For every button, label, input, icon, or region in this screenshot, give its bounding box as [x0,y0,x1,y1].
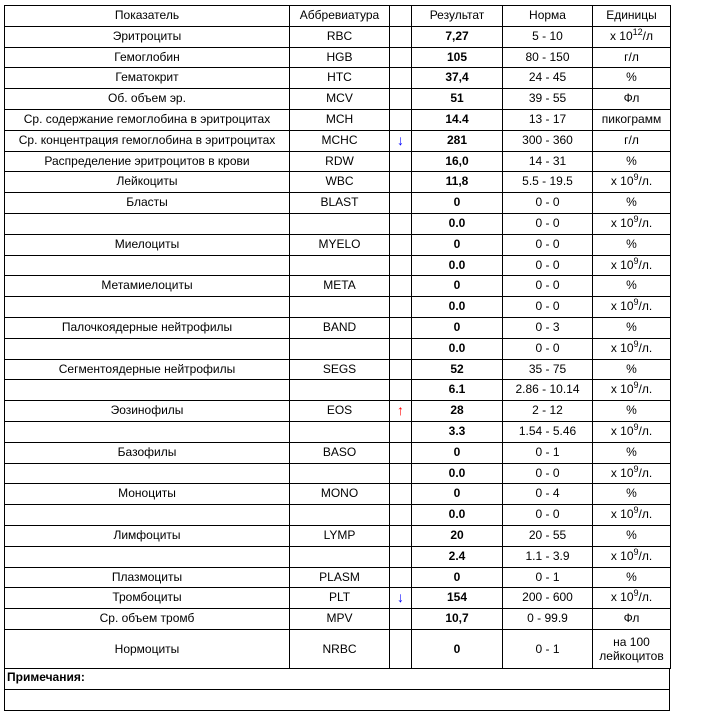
row-name: Сегментоядерные нейтрофилы [5,359,290,380]
row-result: 0.0 [412,213,503,234]
units-text: % [626,527,637,542]
header-norm: Норма [503,6,593,27]
row-name: Об. объем эр. [5,89,290,110]
units-suffix: /л. [638,299,653,314]
row-abbreviation: HTC [290,68,390,89]
row-units [593,68,671,89]
row-result: 37,4 [412,68,503,89]
row-units [593,588,671,609]
row-abbreviation: HGB [290,47,390,68]
row-flag [390,68,412,89]
units-suffix: /л. [638,423,653,438]
row-flag [390,47,412,68]
table-row [5,297,671,318]
units-exponent: 9 [633,505,639,516]
table-header-row [5,6,671,27]
row-units [593,109,671,130]
row-flag [390,525,412,546]
row-units [593,359,671,380]
row-name [5,255,290,276]
row-abbreviation: EOS [290,401,390,422]
row-flag [390,421,412,442]
row-norm: 200 - 600 [503,588,593,609]
row-result: 0.0 [412,338,503,359]
row-flag [390,359,412,380]
row-units [593,609,671,630]
units-exponent: 9 [633,463,639,474]
units-text: x 10 [610,507,634,522]
table-row [5,109,671,130]
table-row [5,68,671,89]
row-norm: 0 - 99.9 [503,609,593,630]
row-flag [390,505,412,526]
row-abbreviation: BLAST [290,193,390,214]
units-suffix: /л. [638,257,653,272]
row-result: 28 [412,401,503,422]
row-units [593,213,671,234]
row-result: 105 [412,47,503,68]
row-name: Метамиелоциты [5,276,290,297]
row-norm: 0 - 1 [503,629,593,668]
units-text: x 10 [610,382,634,397]
header-units: Единицы [593,6,671,27]
row-norm: 0 - 4 [503,484,593,505]
table-row [5,525,671,546]
row-norm: 2.86 - 10.14 [503,380,593,401]
row-abbreviation: LYMP [290,525,390,546]
row-abbreviation: MONO [290,484,390,505]
row-abbreviation: MCH [290,109,390,130]
units-text: % [626,195,637,210]
row-flag [390,26,412,47]
units-text: % [626,236,637,251]
notes-label: Примечания: [4,669,670,690]
row-abbreviation [290,546,390,567]
row-norm: 24 - 45 [503,68,593,89]
table-row [5,546,671,567]
row-flag [390,380,412,401]
row-units [593,89,671,110]
row-name [5,338,290,359]
row-abbreviation: MCHC [290,130,390,151]
units-suffix: /л. [638,340,653,355]
row-flag [390,442,412,463]
row-units [593,484,671,505]
row-flag [390,255,412,276]
row-flag [390,89,412,110]
units-text: % [626,403,637,418]
row-norm: 0 - 0 [503,213,593,234]
row-result: 0.0 [412,463,503,484]
row-abbreviation: WBC [290,172,390,193]
table-row [5,130,671,151]
units-exponent: 9 [633,297,639,308]
row-name: Палочкоядерные нейтрофилы [5,317,290,338]
units-text: x 10 [610,465,634,480]
row-units [593,297,671,318]
row-norm: 5 - 10 [503,26,593,47]
table-row [5,338,671,359]
row-result: 0 [412,484,503,505]
units-suffix: /л. [638,548,653,563]
row-abbreviation: META [290,276,390,297]
row-norm: 0 - 0 [503,276,593,297]
table-row [5,276,671,297]
row-abbreviation: BAND [290,317,390,338]
units-text: % [626,278,637,293]
units-exponent: 9 [633,421,639,432]
row-units [593,629,671,668]
units-suffix: /л. [638,465,653,480]
row-result: 16,0 [412,151,503,172]
units-text: % [626,70,637,85]
row-norm: 39 - 55 [503,89,593,110]
row-flag [390,609,412,630]
row-norm: 0 - 3 [503,317,593,338]
units-text: % [626,444,637,459]
units-text: % [626,486,637,501]
row-norm: 0 - 1 [503,442,593,463]
table-row [5,629,671,668]
units-text: % [626,319,637,334]
units-exponent: 9 [633,213,639,224]
table-row [5,193,671,214]
lab-results-report [4,5,670,711]
row-result: 0 [412,629,503,668]
row-units [593,26,671,47]
row-units [593,172,671,193]
row-name: Миелоциты [5,234,290,255]
row-result: 20 [412,525,503,546]
row-units [593,193,671,214]
units-text: Фл [623,91,640,106]
blood-test-table [4,5,671,669]
units-suffix: /л. [638,215,653,230]
row-flag [390,546,412,567]
row-result: 7,27 [412,26,503,47]
table-row [5,255,671,276]
units-text: x 10 [610,590,634,605]
header-name: Показатель [5,6,290,27]
row-norm: 13 - 17 [503,109,593,130]
row-name: Тромбоциты [5,588,290,609]
row-abbreviation: MPV [290,609,390,630]
units-text: Фл [623,611,640,626]
row-name [5,380,290,401]
arrow-up-icon: ↑ [390,401,412,422]
row-flag [390,297,412,318]
row-result: 0.0 [412,255,503,276]
row-name: Ср. концентрация гемоглобина в эритроцитах [5,130,290,151]
row-norm: 5.5 - 19.5 [503,172,593,193]
header-result: Результат [412,6,503,27]
table-row [5,609,671,630]
row-flag [390,193,412,214]
row-result: 281 [412,130,503,151]
units-exponent: 9 [633,172,639,183]
table-row [5,380,671,401]
row-flag [390,629,412,668]
row-norm: 2 - 12 [503,401,593,422]
row-units [593,151,671,172]
row-name: Лейкоциты [5,172,290,193]
row-abbreviation [290,421,390,442]
row-norm: 0 - 0 [503,255,593,276]
units-suffix: /л. [638,382,653,397]
row-norm: 80 - 150 [503,47,593,68]
row-abbreviation: SEGS [290,359,390,380]
row-result: 0 [412,193,503,214]
row-abbreviation: BASO [290,442,390,463]
row-norm: 300 - 360 [503,130,593,151]
row-flag [390,213,412,234]
units-exponent: 9 [633,338,639,349]
units-suffix: /л [642,28,654,43]
row-name: Моноциты [5,484,290,505]
row-abbreviation: MCV [290,89,390,110]
table-row [5,463,671,484]
row-flag [390,338,412,359]
row-name: Ср. объем тромб [5,609,290,630]
row-units [593,255,671,276]
row-result: 0 [412,317,503,338]
row-abbreviation: PLT [290,588,390,609]
units-exponent: 9 [633,588,639,599]
units-text: % [626,361,637,376]
units-text: x 10 [610,340,634,355]
units-text: x 10 [610,423,634,438]
units-exponent: 9 [633,546,639,557]
row-result: 14.4 [412,109,503,130]
table-row [5,234,671,255]
row-abbreviation [290,255,390,276]
row-result: 10,7 [412,609,503,630]
row-result: 3.3 [412,421,503,442]
table-row [5,47,671,68]
row-name [5,213,290,234]
row-units [593,47,671,68]
row-norm: 1.1 - 3.9 [503,546,593,567]
units-exponent: 9 [633,255,639,266]
units-text: % [626,569,637,584]
table-row [5,89,671,110]
row-name: Плазмоциты [5,567,290,588]
units-exponent: 12 [632,26,643,37]
row-result: 0.0 [412,505,503,526]
row-norm: 0 - 0 [503,505,593,526]
row-units [593,276,671,297]
row-name: Эритроциты [5,26,290,47]
row-result: 2.4 [412,546,503,567]
row-abbreviation [290,505,390,526]
row-flag [390,276,412,297]
row-abbreviation [290,380,390,401]
arrow-down-icon: ↓ [390,130,412,151]
row-name: Бласты [5,193,290,214]
row-abbreviation [290,213,390,234]
row-flag [390,317,412,338]
table-row [5,317,671,338]
units-text: г/л [624,132,639,147]
row-result: 0 [412,442,503,463]
row-norm: 0 - 0 [503,193,593,214]
row-units [593,421,671,442]
row-name [5,463,290,484]
row-name [5,546,290,567]
row-name [5,297,290,318]
row-abbreviation: PLASM [290,567,390,588]
row-units [593,463,671,484]
row-norm: 1.54 - 5.46 [503,421,593,442]
row-flag [390,234,412,255]
units-text: г/л [624,49,639,64]
row-flag [390,567,412,588]
row-norm: 0 - 0 [503,234,593,255]
row-norm: 0 - 0 [503,297,593,318]
row-units [593,567,671,588]
row-norm: 0 - 0 [503,338,593,359]
row-units [593,380,671,401]
row-result: 0.0 [412,297,503,318]
row-units [593,401,671,422]
units-suffix: /л. [638,507,653,522]
table-row [5,421,671,442]
table-row [5,213,671,234]
row-result: 0 [412,567,503,588]
row-name: Ср. содержание гемоглобина в эритроцитах [5,109,290,130]
units-text: пикограмм [601,111,662,126]
units-text: x 10 [610,299,634,314]
table-row [5,588,671,609]
row-abbreviation: RBC [290,26,390,47]
table-row [5,484,671,505]
row-abbreviation: NRBC [290,629,390,668]
row-abbreviation [290,463,390,484]
row-abbreviation [290,297,390,318]
row-flag [390,109,412,130]
row-units [593,130,671,151]
arrow-down-icon: ↓ [390,588,412,609]
row-result: 0 [412,276,503,297]
table-row [5,172,671,193]
row-units [593,525,671,546]
row-name: Гематокрит [5,68,290,89]
units-text: % [626,153,637,168]
row-result: 6.1 [412,380,503,401]
table-row [5,401,671,422]
row-units [593,442,671,463]
row-abbreviation: MYELO [290,234,390,255]
row-name [5,421,290,442]
table-row [5,442,671,463]
row-units [593,505,671,526]
units-text: x 10 [610,174,634,189]
header-abbreviation: Аббревиатура [290,6,390,27]
units-text: x 10 [609,28,633,43]
row-result: 52 [412,359,503,380]
table-row [5,151,671,172]
row-norm: 20 - 55 [503,525,593,546]
table-row [5,359,671,380]
row-units [593,546,671,567]
units-exponent: 9 [633,380,639,391]
row-name [5,505,290,526]
row-norm: 0 - 1 [503,567,593,588]
row-result: 0 [412,234,503,255]
row-norm: 14 - 31 [503,151,593,172]
row-name: Лимфоциты [5,525,290,546]
row-name: Гемоглобин [5,47,290,68]
header-flag [390,6,412,27]
row-name: Распределение эритроцитов в крови [5,151,290,172]
row-result: 154 [412,588,503,609]
row-units [593,234,671,255]
table-row [5,567,671,588]
units-text: x 10 [610,548,634,563]
row-flag [390,151,412,172]
row-name: Нормоциты [5,629,290,668]
table-row [5,505,671,526]
units-suffix: /л. [638,174,653,189]
row-result: 51 [412,89,503,110]
table-body [5,26,671,668]
row-abbreviation: RDW [290,151,390,172]
units-text: x 10 [610,215,634,230]
row-units [593,317,671,338]
row-flag [390,484,412,505]
table-row [5,26,671,47]
units-suffix: /л. [638,590,653,605]
row-result: 11,8 [412,172,503,193]
units-text: на 100 лейкоцитов [599,634,664,663]
notes-content [4,690,670,711]
row-name: Базофилы [5,442,290,463]
row-flag [390,172,412,193]
row-name: Эозинофилы [5,401,290,422]
row-abbreviation [290,338,390,359]
units-text: x 10 [610,257,634,272]
row-flag [390,463,412,484]
row-units [593,338,671,359]
row-norm: 35 - 75 [503,359,593,380]
row-norm: 0 - 0 [503,463,593,484]
